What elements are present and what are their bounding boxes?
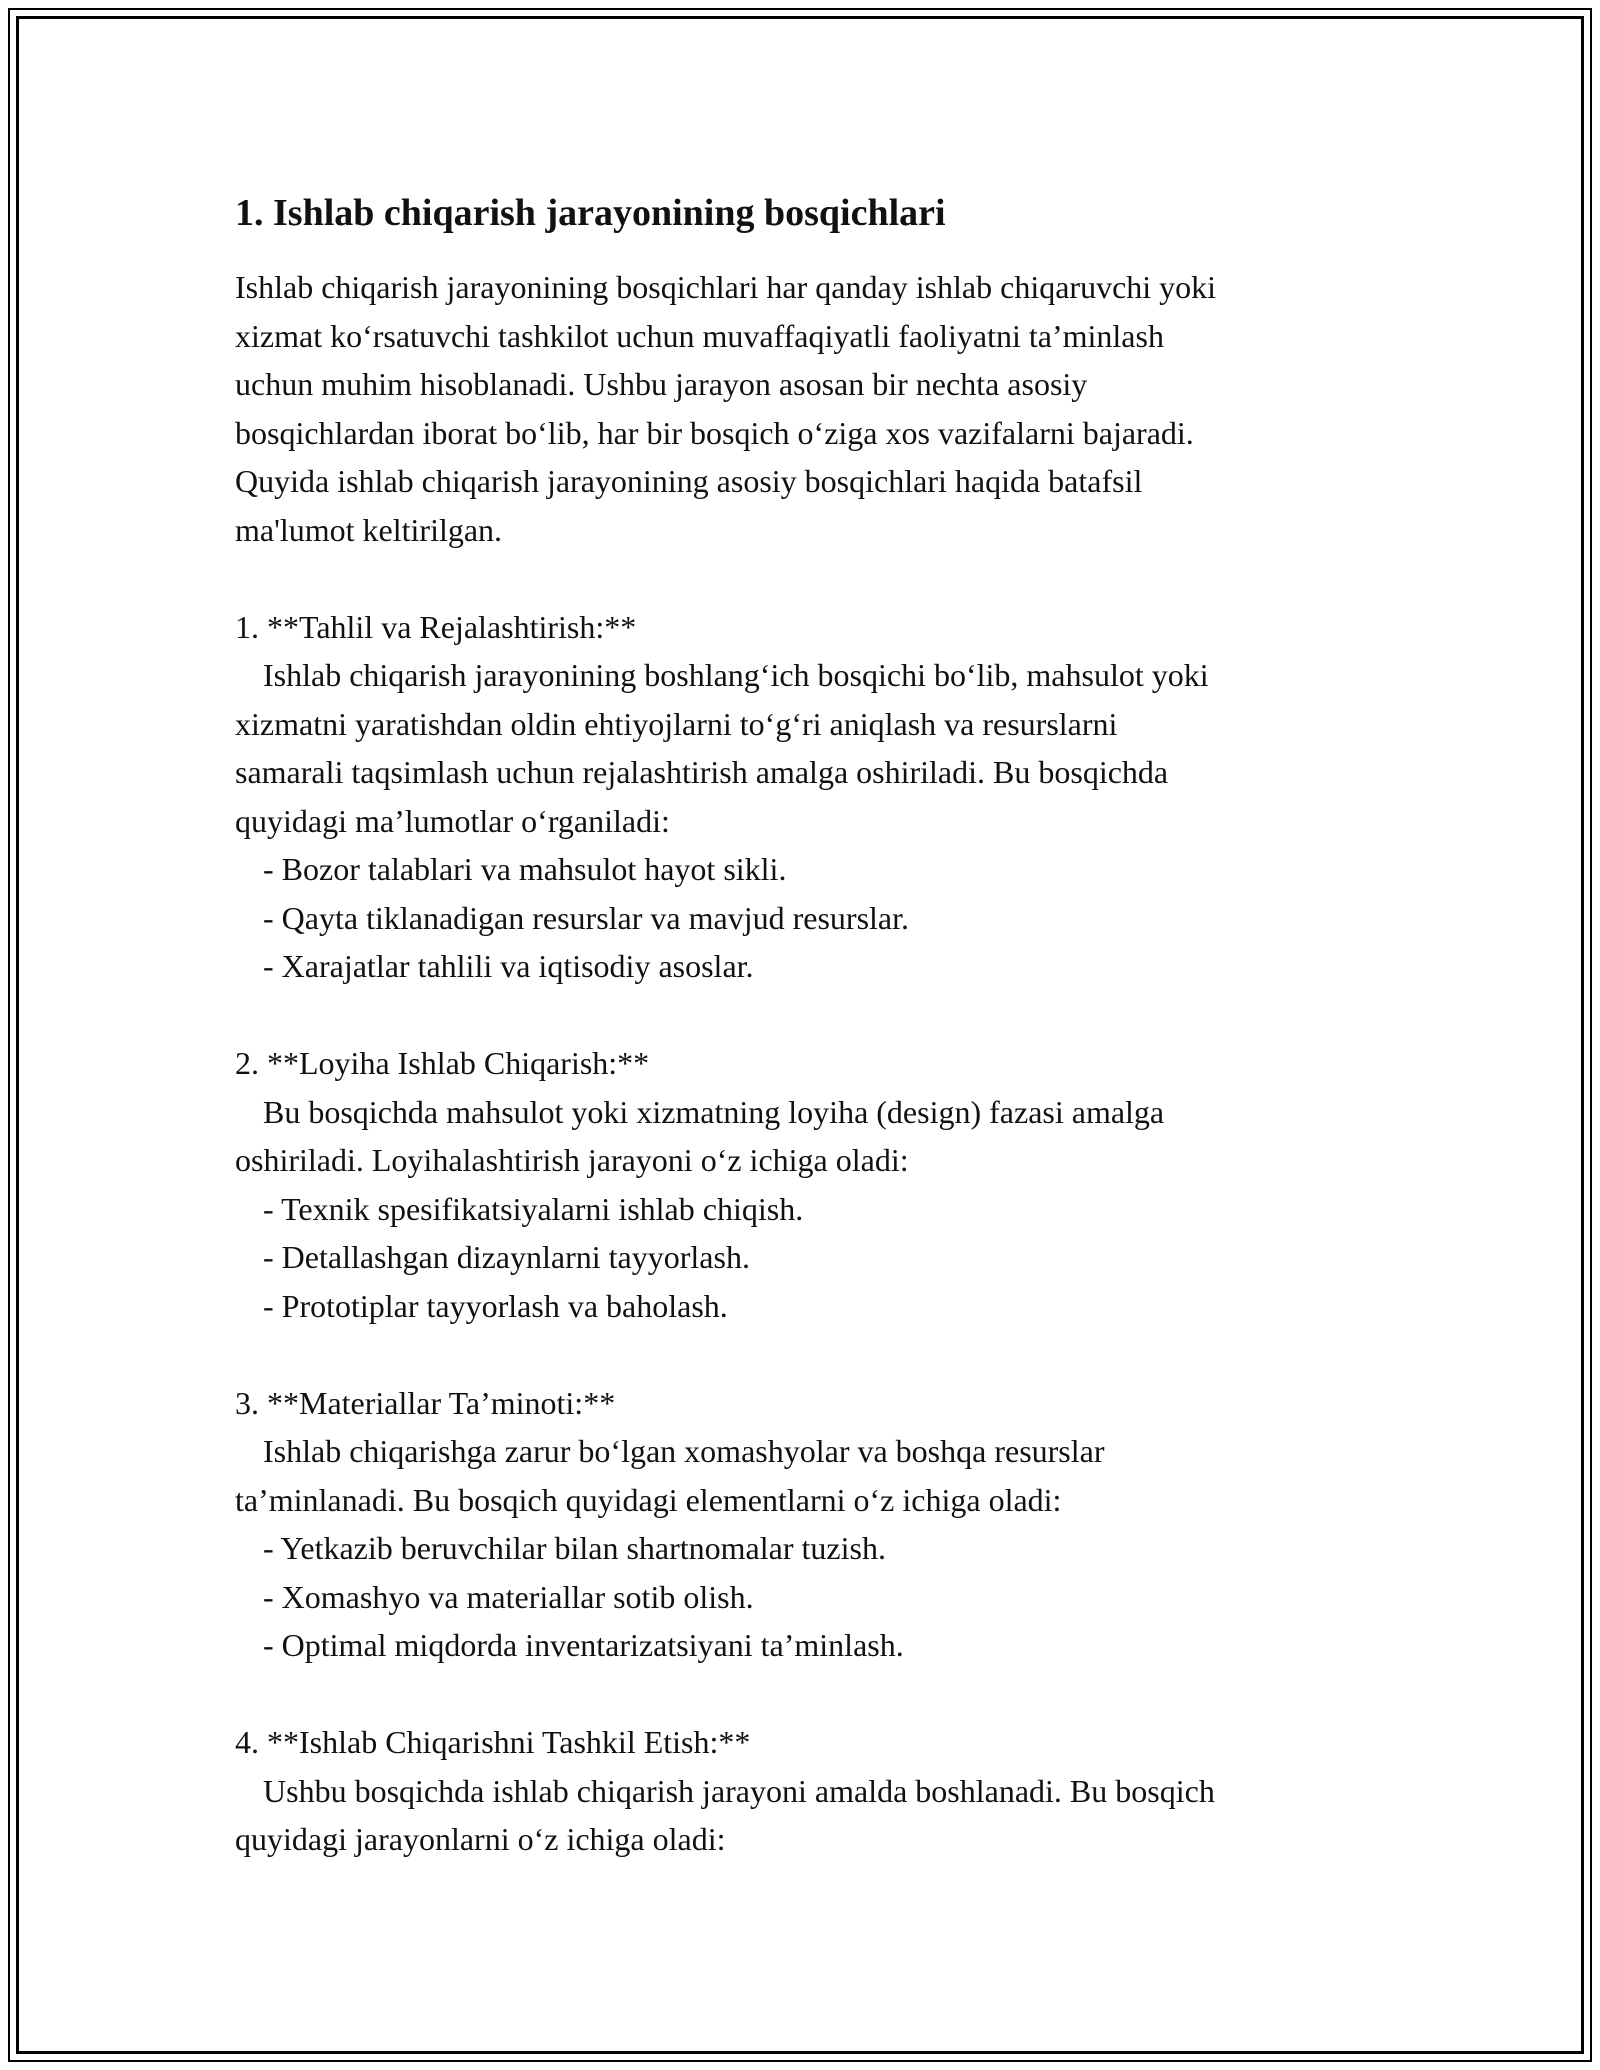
intro-line: uchun muhim hisoblanadi. Ushbu jarayon asosan bir nechta asosiy	[235, 366, 1088, 402]
section-analysis-planning	[235, 603, 1385, 991]
section-body-line: Ushbu bosqichda ishlab chiqarish jarayoni amalda boshlanadi. Bu bosqich	[263, 1772, 1215, 1809]
intro-line: xizmat ko‘rsatuvchi tashkilot uchun muvaffaqiyatli faoliyatni ta’minlash	[235, 317, 1164, 354]
section-materials-supply	[235, 1379, 1385, 1670]
section-heading: 2. **Loyiha Ishlab Chiqarish:**	[235, 1045, 650, 1081]
section-body-line: Ishlab chiqarish jarayonining boshlang‘ich bosqichi bo‘lib, mahsulot yoki	[263, 657, 1209, 693]
list-item: - Xarajatlar tahlili va iqtisodiy asoslar.	[263, 948, 754, 984]
section-body-line: quyidagi jarayonlarni o‘z ichiga oladi:	[235, 1821, 726, 1857]
section-production-organization	[235, 1718, 1385, 1864]
intro-line: bosqichlardan iborat bo‘lib, har bir bosqich o‘ziga xos vazifalarni bajaradi.	[235, 414, 1194, 451]
intro-line: Quyida ishlab chiqarish jarayonining asosiy bosqichlari haqida batafsil	[235, 463, 1143, 499]
section-body-line: oshiriladi. Loyihalashtirish jarayoni o‘z ichiga oladi:	[235, 1142, 909, 1178]
section-project-production	[235, 1039, 1385, 1330]
intro-line: Ishlab chiqarish jarayonining bosqichlari har qanday ishlab chiqaruvchi yoki	[235, 269, 1217, 305]
section-body-line: quyidagi ma’lumotlar o‘rganiladi:	[235, 802, 670, 839]
list-item: - Yetkazib beruvchilar bilan shartnomalar tuzish.	[263, 1530, 886, 1566]
list-item: - Xomashyo va materiallar sotib olish.	[263, 1578, 754, 1615]
section-body-line: Bu bosqichda mahsulot yoki xizmatning loyiha (design) fazasi amalga	[263, 1093, 1165, 1130]
list-item: - Optimal miqdorda inventarizatsiyani ta’minlash.	[263, 1627, 904, 1663]
section-body-line: Ishlab chiqarishga zarur bo‘lgan xomashyolar va boshqa resurslar	[263, 1433, 1105, 1469]
list-item: - Detallashgan dizaynlarni tayyorlash.	[263, 1239, 750, 1275]
list-item: - Texnik spesifikatsiyalarni ishlab chiqish.	[263, 1190, 804, 1227]
document-title: 1. Ishlab chiqarish jarayonining bosqichlari	[235, 192, 946, 234]
section-heading: 4. **Ishlab Chiqarishni Tashkil Etish:**	[235, 1724, 751, 1760]
section-body-line: xizmatni yaratishdan oldin ehtiyojlarni to‘g‘ri aniqlash va resurslarni	[235, 705, 1118, 742]
intro-paragraph	[235, 263, 1385, 554]
section-heading: 3. **Materiallar Ta’minoti:**	[235, 1384, 616, 1421]
section-body-line: ta’minlanadi. Bu bosqich quyidagi elementlarni o‘z ichiga oladi:	[235, 1481, 1062, 1518]
list-item: - Bozor talablari va mahsulot hayot sikli.	[263, 851, 787, 887]
intro-line: ma'lumot keltirilgan.	[235, 511, 503, 548]
list-item: - Qayta tiklanadigan resurslar va mavjud resurslar.	[263, 899, 909, 936]
list-item: - Prototiplar tayyorlash va baholash.	[263, 1287, 728, 1324]
section-body-line: samarali taqsimlash uchun rejalashtirish amalga oshiriladi. Bu bosqichda	[235, 754, 1169, 790]
document-body	[235, 185, 1385, 1864]
section-heading: 1. **Tahlil va Rejalashtirish:**	[235, 608, 637, 645]
